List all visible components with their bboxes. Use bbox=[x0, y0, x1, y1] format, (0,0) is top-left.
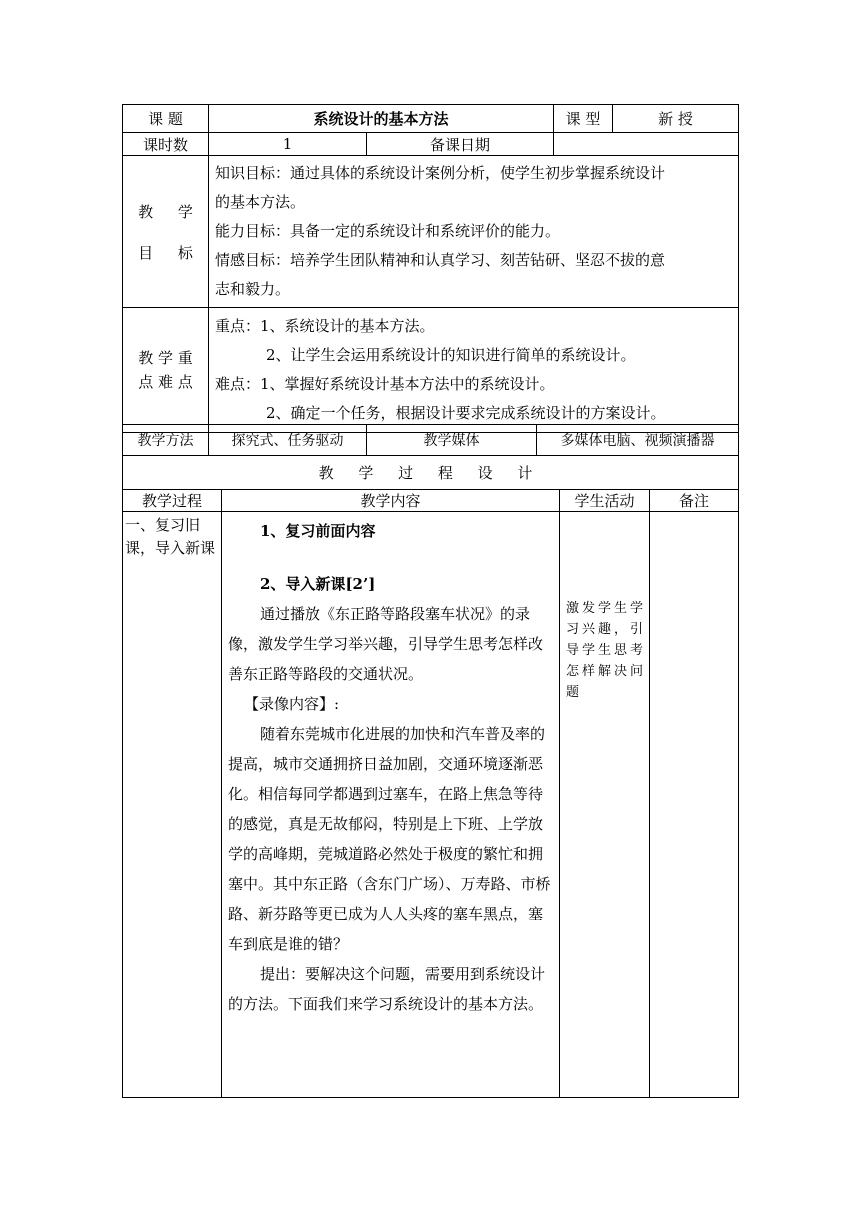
methods-row bbox=[123, 425, 739, 456]
media-value: 多媒体电脑、视频演播器 bbox=[537, 425, 739, 456]
date-value bbox=[554, 133, 739, 156]
keypoints-label-line2: 点 难 点 bbox=[138, 373, 193, 391]
keypoint-line: 难点：1、掌握好系统设计基本方法中的系统设计。 bbox=[215, 375, 555, 393]
lesson-info-table bbox=[122, 104, 739, 433]
goals-content bbox=[209, 156, 739, 308]
content-cell bbox=[222, 512, 560, 1098]
process-header-row bbox=[123, 490, 739, 512]
goal-line: 知识目标：通过具体的系统设计案例分析，使学生初步掌握系统设计 bbox=[215, 164, 666, 182]
methods-table bbox=[122, 424, 739, 456]
topic-label: 课 题 bbox=[123, 105, 209, 133]
goal-line: 情感目标：培养学生团队精神和认真学习、刻苦钻研、坚忍不拔的意 bbox=[215, 251, 666, 269]
col-header-stage: 教学过程 bbox=[123, 490, 222, 512]
type-label: 课 型 bbox=[554, 105, 613, 133]
keypoints-content bbox=[209, 308, 739, 433]
goal-line: 能力目标：具备一定的系统设计和系统评价的能力。 bbox=[215, 222, 561, 240]
hours-label: 课时数 bbox=[123, 133, 209, 156]
video-label: 【录像内容】: bbox=[244, 695, 340, 713]
keypoint-line: 2、让学生会运用系统设计的知识进行简单的系统设计。 bbox=[266, 346, 636, 364]
goal-line: 志和毅力。 bbox=[215, 280, 291, 298]
method-label: 教学方法 bbox=[123, 425, 209, 456]
keypoint-line: 2、确定一个任务，根据设计要求完成系统设计的方案设计。 bbox=[266, 404, 666, 422]
topic-value: 系统设计的基本方法 bbox=[209, 105, 554, 133]
remarks-cell bbox=[650, 512, 739, 1098]
goals-label-line2: 目 标 bbox=[138, 243, 203, 262]
content-heading-1: 1、复习前面内容 bbox=[260, 522, 376, 540]
type-value: 新 授 bbox=[613, 105, 739, 133]
col-header-activity: 学生活动 bbox=[560, 490, 650, 512]
keypoints-row bbox=[123, 308, 739, 433]
keypoint-line: 重点：1、系统设计的基本方法。 bbox=[215, 317, 435, 335]
goals-label-line1: 教 学 bbox=[138, 202, 203, 221]
goals-row bbox=[123, 156, 739, 308]
method-value: 探究式、任务驱动 bbox=[209, 425, 367, 456]
hours-value: 1 bbox=[209, 133, 367, 156]
topic-row bbox=[123, 105, 739, 133]
goals-label bbox=[123, 156, 209, 308]
content-heading-2: 2、导入新课[2’] bbox=[260, 575, 376, 593]
stage-cell: 一、复习旧课，导入新课 bbox=[123, 512, 222, 1098]
process-title-row bbox=[123, 456, 739, 490]
process-row bbox=[123, 512, 739, 1098]
hours-row bbox=[123, 133, 739, 156]
keypoints-label bbox=[123, 308, 209, 433]
media-label: 教学媒体 bbox=[367, 425, 537, 456]
col-header-remarks: 备注 bbox=[650, 490, 739, 512]
date-label: 备课日期 bbox=[367, 133, 554, 156]
col-header-content: 教学内容 bbox=[222, 490, 560, 512]
goal-line: 的基本方法。 bbox=[215, 193, 306, 211]
content-paragraph: 通过播放《东正路等路段塞车状况》的录像，激发学生学习举兴趣，引导学生思考怎样改善东正路等路段的交通状况。 bbox=[228, 605, 544, 683]
process-table bbox=[122, 455, 739, 1098]
keypoints-label-line1: 教 学 重 bbox=[138, 349, 193, 367]
process-title: 教 学 过 程 设 计 bbox=[123, 456, 739, 490]
student-activity-cell: 激发学生学习兴趣，引导学生思考怎样解决问题 bbox=[560, 512, 650, 1098]
content-paragraph: 提出：要解决这个问题，需要用到系统设计的方法。下面我们来学习系统设计的基本方法。 bbox=[228, 965, 546, 1013]
content-paragraph: 随着东莞城市化进展的加快和汽车普及率的提高，城市交通拥挤日益加剧，交通环境逐渐恶化。相信每同学都遇到过塞车，在路上焦急等待的感觉，真是无故郁闷，特别是上下班、上学放学的高峰期，莞城道路必然处于极度的繁忙和拥塞中。其中东正路（含东门广场）、万寿路、市桥路、新芬路等更已成为人人头疼的塞车黑点，塞车到底是谁的错？ bbox=[228, 725, 551, 953]
